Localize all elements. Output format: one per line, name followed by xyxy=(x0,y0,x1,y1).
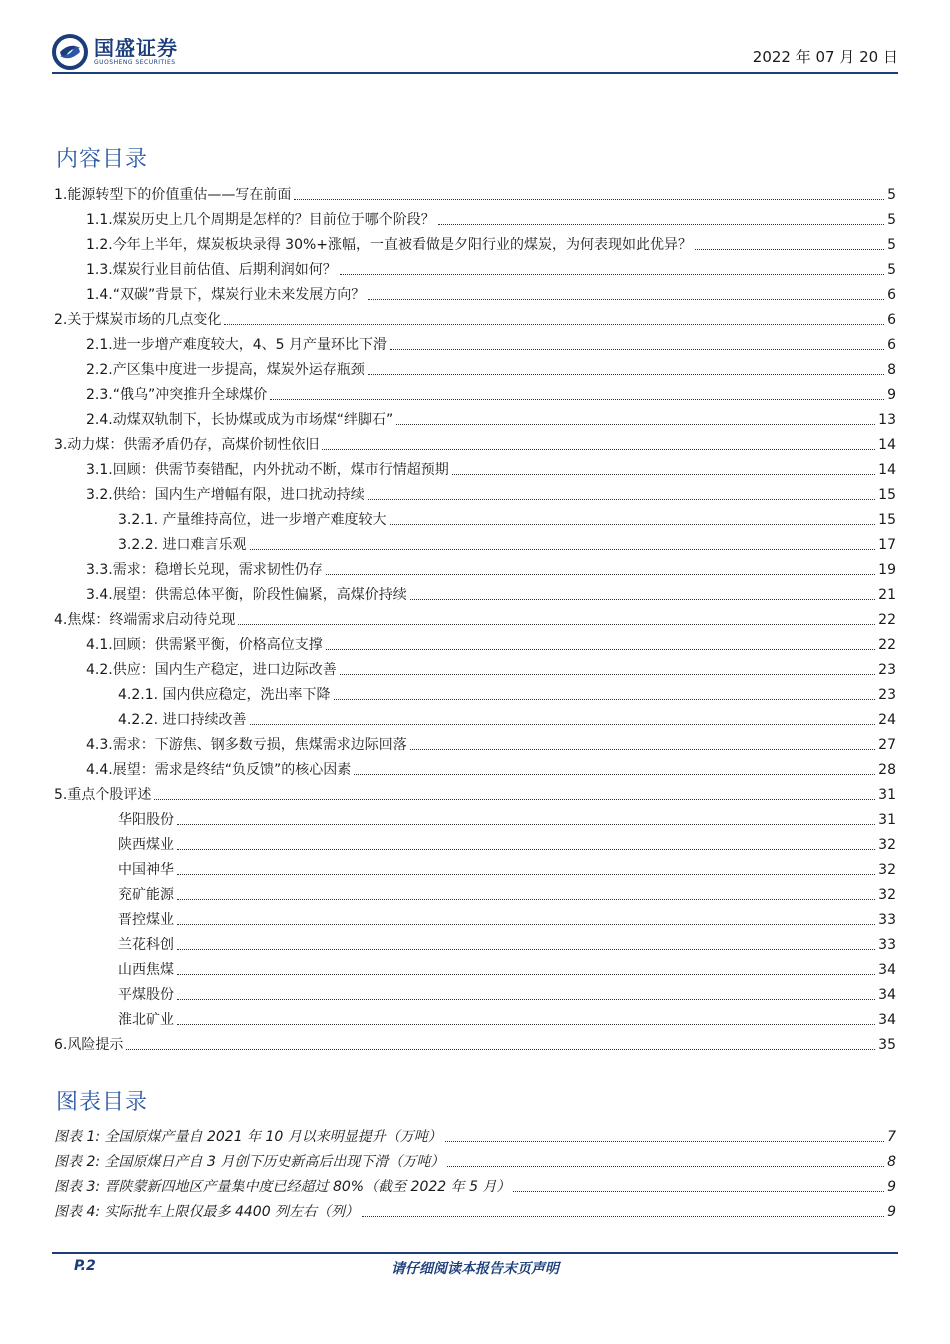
dot-leader xyxy=(438,224,884,225)
figure-entry-page: 8 xyxy=(887,1154,896,1170)
toc-entry-label: 3.2.2. 进口难言乐观 xyxy=(118,537,247,553)
toc-entry[interactable] xyxy=(54,405,896,430)
toc-entry-label: 2.2.产区集中度进一步提高，煤炭外运存瓶颈 xyxy=(86,362,365,378)
dot-leader xyxy=(177,874,875,875)
toc-entry-page: 5 xyxy=(887,187,896,203)
toc-entry-label: 5.重点个股评述 xyxy=(54,787,152,803)
toc-entry-label: 华阳股份 xyxy=(118,812,174,828)
toc-entry-label: 1.3.煤炭行业目前估值、后期利润如何？ xyxy=(86,262,337,278)
dot-leader xyxy=(177,849,875,850)
dot-leader xyxy=(447,1166,884,1167)
figures-title: 图表目录 xyxy=(56,1090,149,1115)
dot-leader xyxy=(326,649,875,650)
toc-entry-page: 5 xyxy=(887,262,896,278)
toc-entry-page: 5 xyxy=(887,212,896,228)
toc-entry-label: 1.4.“双碳”背景下，煤炭行业未来发展方向？ xyxy=(86,287,366,303)
dot-leader xyxy=(177,1024,875,1025)
toc-entry-page: 6 xyxy=(887,312,896,328)
toc-entry-label: 1.2.今年上半年，煤炭板块录得 30%+涨幅，一直被看做是夕阳行业的煤炭，为何表现如此优异？ xyxy=(86,237,693,253)
toc-entry-page: 31 xyxy=(878,812,896,828)
figure-entry[interactable] xyxy=(54,1172,896,1197)
dot-leader xyxy=(362,1216,884,1217)
toc-entry[interactable] xyxy=(54,680,896,705)
toc-entry[interactable] xyxy=(54,530,896,555)
toc-entry[interactable] xyxy=(54,705,896,730)
dot-leader xyxy=(177,824,875,825)
toc-entry[interactable] xyxy=(54,855,896,880)
toc-entry-label: 6.风险提示 xyxy=(54,1037,124,1053)
figure-entry-page: 7 xyxy=(887,1129,896,1145)
dot-leader xyxy=(177,899,875,900)
figure-entry-label: 图表 3: 晋陕蒙新四地区产量集中度已经超过 80%（截至 2022 年 5 月） xyxy=(54,1179,511,1195)
toc-entry-page: 32 xyxy=(878,837,896,853)
toc-entry-label: 3.4.展望：供需总体平衡，阶段性偏紧，高煤价持续 xyxy=(86,587,407,603)
footer-divider xyxy=(52,1252,898,1254)
toc-entry-label: 2.4.动煤双轨制下，长协煤或成为市场煤“绊脚石” xyxy=(86,412,394,428)
toc-entry[interactable] xyxy=(54,655,896,680)
dot-leader xyxy=(177,949,875,950)
toc-entry-page: 23 xyxy=(878,687,896,703)
figure-entry-page: 9 xyxy=(887,1204,896,1220)
toc-entry[interactable] xyxy=(54,805,896,830)
dot-leader xyxy=(410,749,875,750)
toc-entry-label: 兰花科创 xyxy=(118,937,174,953)
toc-entry-label: 4.3.需求：下游焦、钢多数亏损，焦煤需求边际回落 xyxy=(86,737,407,753)
toc-entry-label: 4.2.供应：国内生产稳定，进口边际改善 xyxy=(86,662,337,678)
dot-leader xyxy=(695,249,884,250)
toc-entry-page: 9 xyxy=(887,387,896,403)
toc-entry-page: 32 xyxy=(878,887,896,903)
dot-leader xyxy=(326,574,875,575)
toc-entry-label: 3.2.1. 产量维持高位，进一步增产难度较大 xyxy=(118,512,387,528)
toc-entry[interactable] xyxy=(54,555,896,580)
dot-leader xyxy=(250,549,876,550)
toc-entry-page: 35 xyxy=(878,1037,896,1053)
toc-entry-label: 3.动力煤：供需矛盾仍存，高煤价韧性依旧 xyxy=(54,437,320,453)
toc-entry-label: 3.3.需求：稳增长兑现，需求韧性仍存 xyxy=(86,562,323,578)
toc-entry-label: 1.能源转型下的价值重估——写在前面 xyxy=(54,187,292,203)
toc-entry[interactable] xyxy=(54,955,896,980)
header-divider xyxy=(52,72,898,74)
toc-entry-page: 33 xyxy=(878,912,896,928)
figure-entry[interactable] xyxy=(54,1122,896,1147)
figure-entry-label: 图表 1: 全国原煤产量自 2021 年 10 月以来明显提升（万吨） xyxy=(54,1129,442,1145)
toc-entry-page: 17 xyxy=(878,537,896,553)
toc-entry[interactable] xyxy=(54,630,896,655)
toc-entry-page: 8 xyxy=(887,362,896,378)
dot-leader xyxy=(334,699,876,700)
toc-entry-page: 5 xyxy=(887,237,896,253)
toc-entry-label: 淮北矿业 xyxy=(118,1012,174,1028)
toc-entry-label: 4.4.展望：需求是终结“负反馈”的核心因素 xyxy=(86,762,352,778)
toc-entry-page: 13 xyxy=(878,412,896,428)
toc-entry-page: 22 xyxy=(878,612,896,628)
dot-leader xyxy=(177,924,875,925)
brand-name-cn: 国盛证券 xyxy=(94,36,178,60)
toc-entry-label: 1.1.煤炭历史上几个周期是怎样的？目前位于哪个阶段？ xyxy=(86,212,435,228)
toc-entry-label: 晋控煤业 xyxy=(118,912,174,928)
dot-leader xyxy=(452,474,875,475)
brand-name-en: GUOSHENG SECURITIES xyxy=(94,59,176,66)
toc-entry-page: 28 xyxy=(878,762,896,778)
toc-entry[interactable] xyxy=(54,480,896,505)
toc-title: 内容目录 xyxy=(56,147,149,172)
toc-entry[interactable] xyxy=(54,305,896,330)
toc-entry-page: 21 xyxy=(878,587,896,603)
toc-entry[interactable] xyxy=(54,505,896,530)
toc-entry-page: 22 xyxy=(878,637,896,653)
toc-entry-page: 6 xyxy=(887,287,896,303)
page-header xyxy=(52,30,898,74)
dot-leader xyxy=(126,1049,875,1050)
toc-entry-page: 23 xyxy=(878,662,896,678)
dot-leader xyxy=(390,524,876,525)
toc-entry[interactable] xyxy=(54,355,896,380)
dot-leader xyxy=(340,274,884,275)
dot-leader xyxy=(513,1191,884,1192)
dot-leader xyxy=(368,374,884,375)
toc-entry[interactable] xyxy=(54,930,896,955)
toc-entry-label: 陕西煤业 xyxy=(118,837,174,853)
toc-entry[interactable] xyxy=(54,830,896,855)
toc-entry[interactable] xyxy=(54,780,896,805)
toc-entry[interactable] xyxy=(54,330,896,355)
figure-entry-label: 图表 2: 全国原煤日产自 3 月创下历史新高后出现下滑（万吨） xyxy=(54,1154,445,1170)
dot-leader xyxy=(368,299,884,300)
toc-entry[interactable] xyxy=(54,980,896,1005)
table-of-contents xyxy=(54,180,896,1055)
toc-entry[interactable] xyxy=(54,580,896,605)
toc-entry-page: 15 xyxy=(878,512,896,528)
dot-leader xyxy=(177,999,875,1000)
figure-entry-page: 9 xyxy=(887,1179,896,1195)
toc-entry-page: 27 xyxy=(878,737,896,753)
toc-entry-label: 兖矿能源 xyxy=(118,887,174,903)
toc-entry[interactable] xyxy=(54,880,896,905)
dot-leader xyxy=(368,499,875,500)
toc-entry-page: 6 xyxy=(887,337,896,353)
figure-entry-label: 图表 4: 实际批车上限仅最多 4400 列左右（列） xyxy=(54,1204,360,1220)
dot-leader xyxy=(396,424,875,425)
figures-list xyxy=(54,1122,896,1222)
toc-entry-page: 14 xyxy=(878,437,896,453)
brand-logo xyxy=(52,32,178,72)
dot-leader xyxy=(238,624,875,625)
dot-leader xyxy=(390,349,884,350)
guosheng-logo-icon xyxy=(52,34,88,70)
dot-leader xyxy=(177,974,875,975)
dot-leader xyxy=(445,1141,884,1142)
toc-entry-label: 中国神华 xyxy=(118,862,174,878)
page-number: P.2 xyxy=(74,1258,96,1274)
report-date: 2022 年 07 月 20 日 xyxy=(752,48,898,66)
toc-entry-page: 34 xyxy=(878,962,896,978)
dot-leader xyxy=(322,449,875,450)
toc-entry-label: 3.2.供给：国内生产增幅有限，进口扰动持续 xyxy=(86,487,365,503)
dot-leader xyxy=(270,399,884,400)
toc-entry[interactable] xyxy=(54,430,896,455)
toc-entry-page: 32 xyxy=(878,862,896,878)
toc-entry-page: 34 xyxy=(878,987,896,1003)
toc-entry[interactable] xyxy=(54,180,896,205)
toc-entry[interactable] xyxy=(54,255,896,280)
disclaimer-note: 请仔细阅读本报告末页声明 xyxy=(391,1261,559,1277)
toc-entry[interactable] xyxy=(54,905,896,930)
toc-entry-label: 山西焦煤 xyxy=(118,962,174,978)
toc-entry-label: 平煤股份 xyxy=(118,987,174,1003)
toc-entry[interactable] xyxy=(54,455,896,480)
toc-entry[interactable] xyxy=(54,605,896,630)
toc-entry-label: 4.2.2. 进口持续改善 xyxy=(118,712,247,728)
toc-entry-label: 4.1.回顾：供需紧平衡，价格高位支撑 xyxy=(86,637,323,653)
figure-entry[interactable] xyxy=(54,1147,896,1172)
toc-entry-label: 2.关于煤炭市场的几点变化 xyxy=(54,312,222,328)
figure-entry[interactable] xyxy=(54,1197,896,1222)
dot-leader xyxy=(340,674,875,675)
toc-entry[interactable] xyxy=(54,205,896,230)
toc-entry[interactable] xyxy=(54,1005,896,1030)
toc-entry-page: 15 xyxy=(878,487,896,503)
toc-entry[interactable] xyxy=(54,730,896,755)
toc-entry-page: 31 xyxy=(878,787,896,803)
toc-entry[interactable] xyxy=(54,230,896,255)
toc-entry[interactable] xyxy=(54,280,896,305)
toc-entry[interactable] xyxy=(54,755,896,780)
toc-entry[interactable] xyxy=(54,1030,896,1055)
toc-entry-label: 4.2.1. 国内供应稳定，洗出率下降 xyxy=(118,687,331,703)
dot-leader xyxy=(224,324,884,325)
toc-entry-page: 14 xyxy=(878,462,896,478)
toc-entry-label: 4.焦煤：终端需求启动待兑现 xyxy=(54,612,236,628)
toc-entry-page: 34 xyxy=(878,1012,896,1028)
toc-entry-label: 2.3.“俄乌”冲突推升全球煤价 xyxy=(86,387,268,403)
dot-leader xyxy=(354,774,875,775)
toc-entry[interactable] xyxy=(54,380,896,405)
dot-leader xyxy=(250,724,876,725)
toc-entry-page: 33 xyxy=(878,937,896,953)
toc-entry-page: 24 xyxy=(878,712,896,728)
toc-entry-label: 2.1.进一步增产难度较大，4、5 月产量环比下滑 xyxy=(86,337,387,353)
toc-entry-page: 19 xyxy=(878,562,896,578)
dot-leader xyxy=(294,199,884,200)
toc-entry-label: 3.1.回顾：供需节奏错配，内外扰动不断，煤市行情超预期 xyxy=(86,462,449,478)
dot-leader xyxy=(410,599,875,600)
dot-leader xyxy=(154,799,875,800)
